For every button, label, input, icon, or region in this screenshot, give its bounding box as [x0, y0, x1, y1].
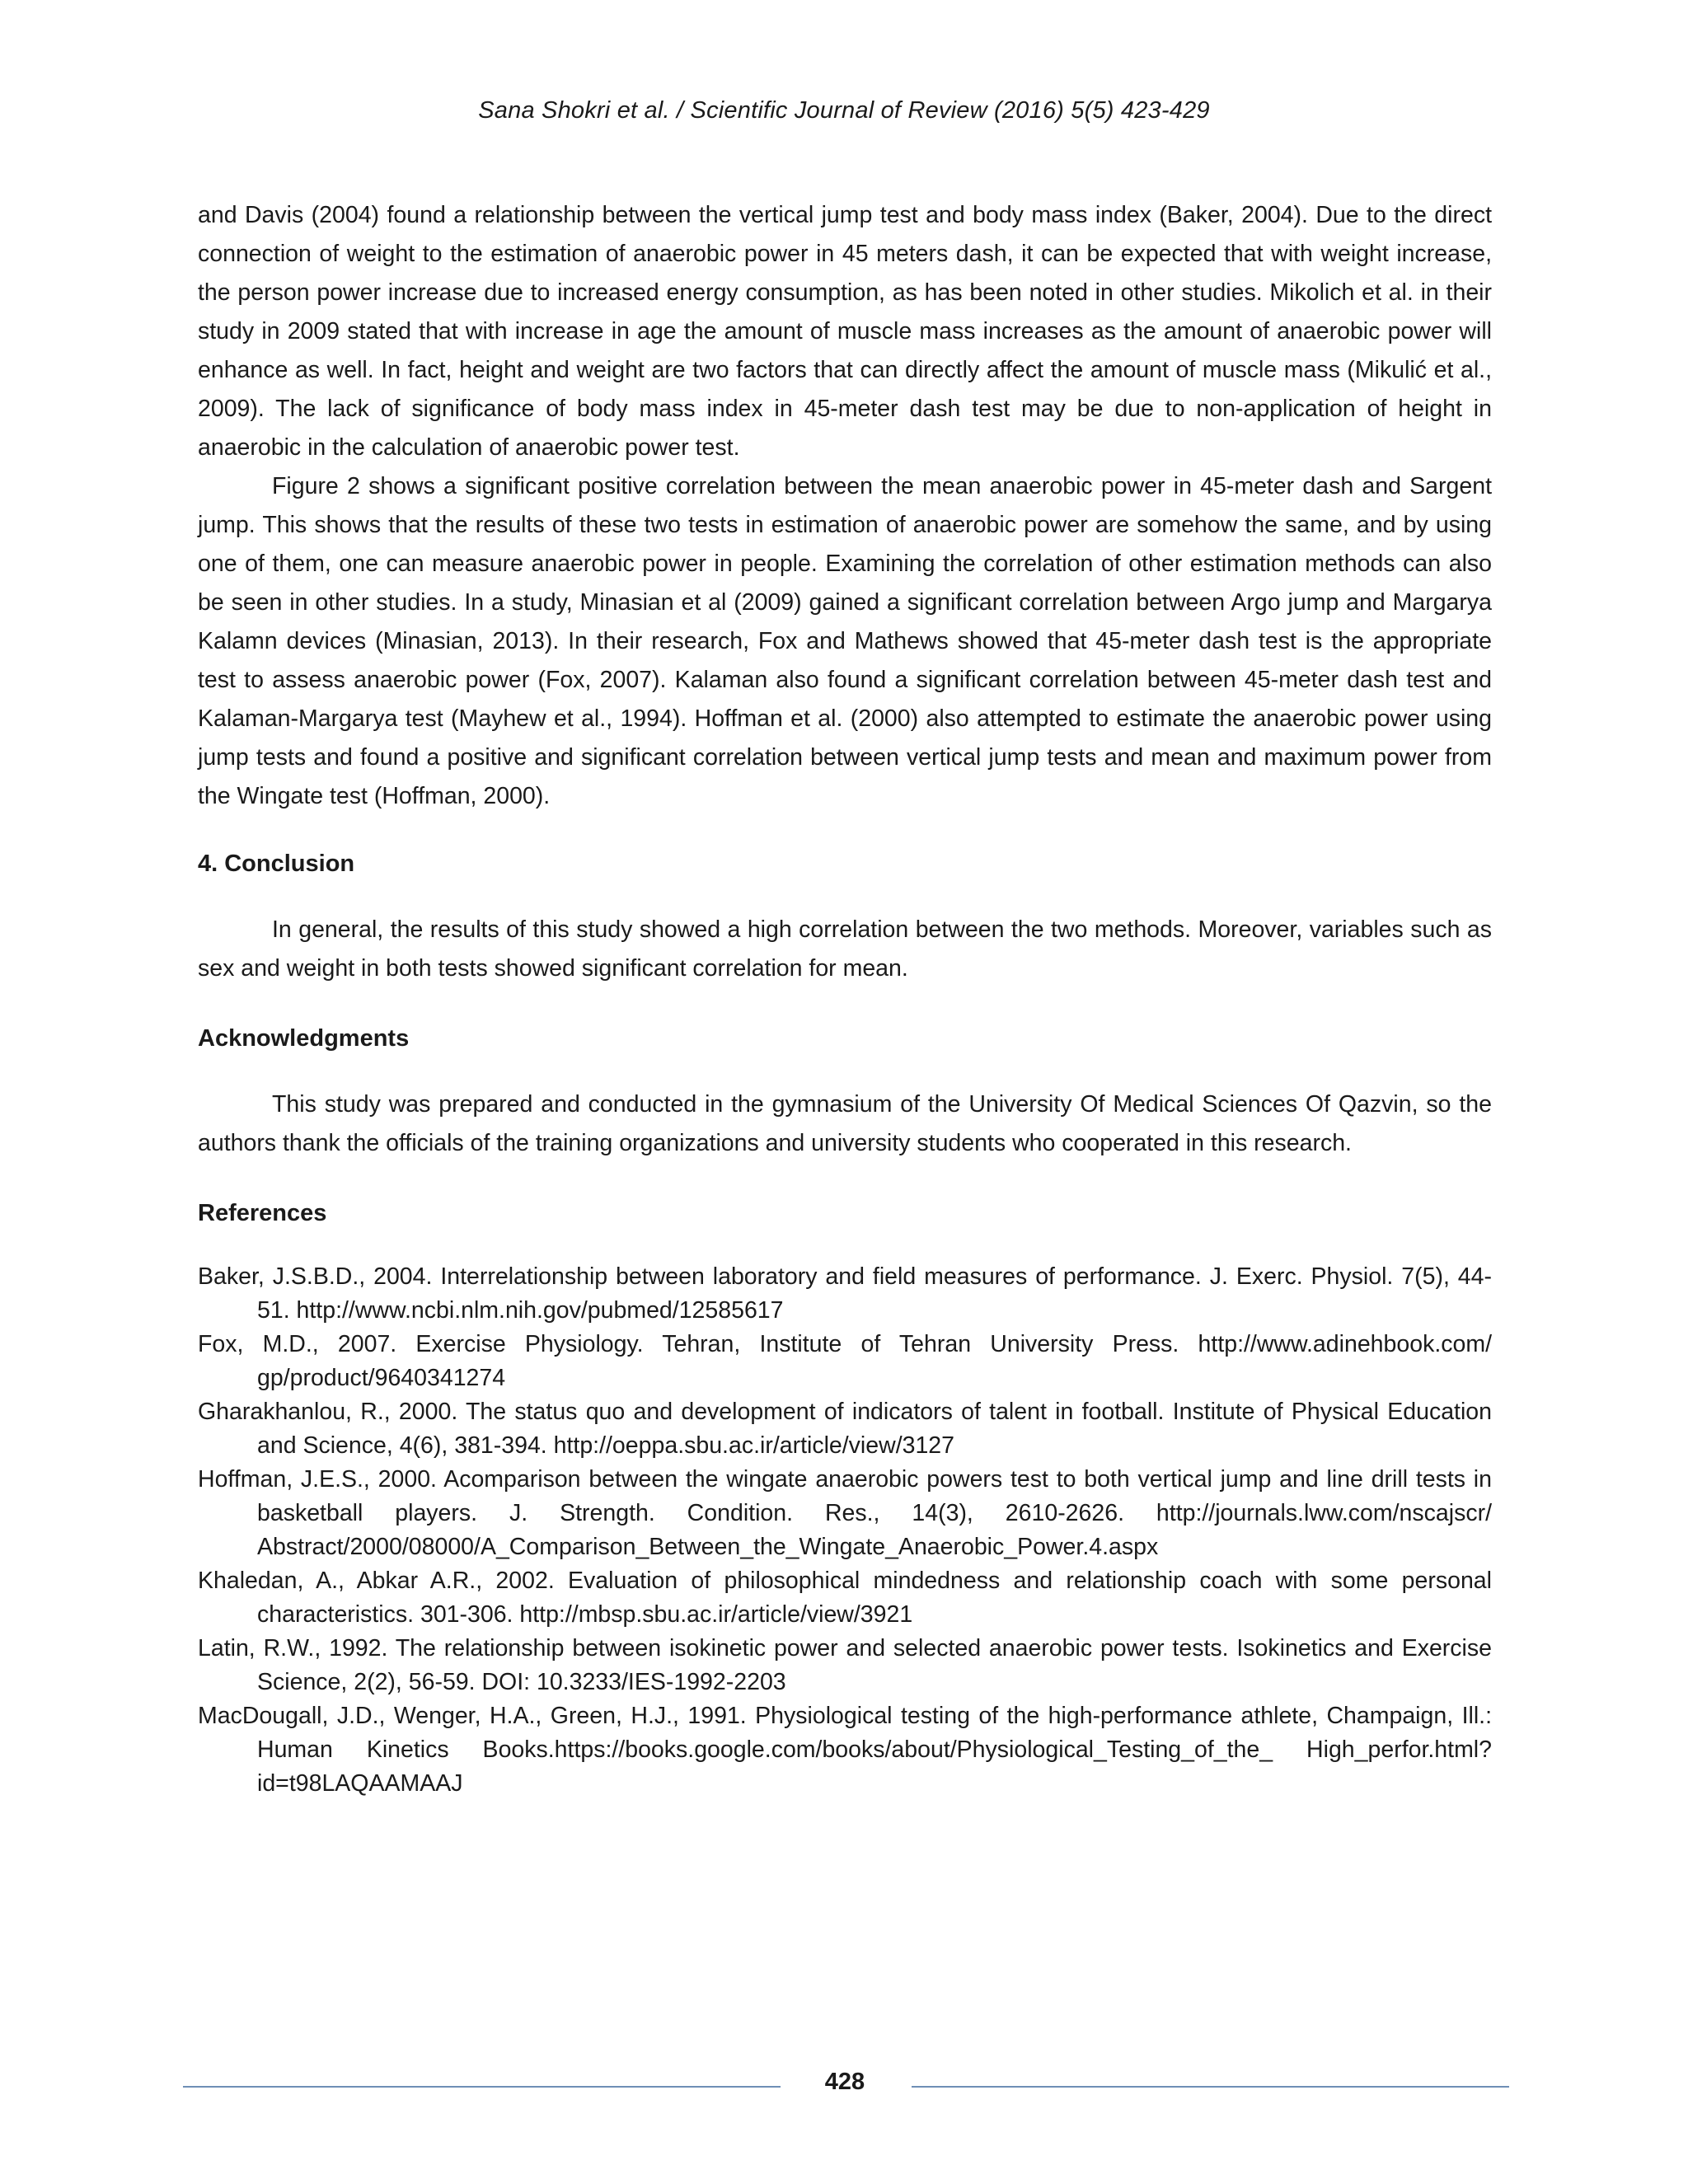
reference-item: Hoffman, J.E.S., 2000. Acomparison between the wingate anaerobic powers test to both vertical jump and line drill tests in basketball players. J. Strength. Condition. Res., 14(3), 2610-2626. http://journals.lww.com/nscajscr/ Abstract/2000/08000/A_Comparison_Between_the_Wingate_Anaerobic_Power.4.aspx — [198, 1466, 1492, 1560]
conclusion-heading: 4. Conclusion — [198, 851, 355, 877]
reference-item: Khaledan, A., Abkar A.R., 2002. Evaluation of philosophical mindedness and relationship coach with some personal characteristics. 301-306. http://mbsp.sbu.ac.ir/article/view/3921 — [198, 1568, 1492, 1628]
body-paragraph-2: Figure 2 shows a significant positive correlation between the mean anaerobic power in 45-meter dash and Sargent jump. This shows that the results of these two tests in estimation of anaerobic power are somehow the same, and by using one of them, one can measure anaerobic power in people. Examining the correlation of other estimation methods can also be seen in other studies. In a study, Minasian et al (2009) gained a significant correlation between Argo jump and Margarya Kalamn devices (Minasian, 2013). In their research, Fox and Mathews showed that 45-meter dash test is the appropriate test to assess anaerobic power (Fox, 2007). Kalaman also found a significant correlation between 45-meter dash test and Kalaman-Margarya test (Mayhew et al., 1994). Hoffman et al. (2000) also attempted to estimate the anaerobic power using jump tests and found a positive and significant correlation between vertical jump tests and mean and maximum power from the Wingate test (Hoffman, 2000). — [198, 473, 1492, 809]
running-head: Sana Shokri et al. / Scientific Journal of Review (2016) 5(5) 423-429 — [478, 97, 1210, 124]
page-footer — [0, 2069, 1688, 2102]
body-paragraph-1: and Davis (2004) found a relationship between the vertical jump test and body mass index (Baker, 2004). Due to the direct connection of weight to the estimation of anaerobic power in 45 meters dash, it can be expected that with weight increase, the person power increase due to increased energy consumption, as has been noted in other studies. Mikolich et al. in their study in 2009 stated that with increase in age the amount of muscle mass increases as the amount of anaerobic power will enhance as well. In fact, height and weight are two factors that can directly affect the amount of muscle mass (Mikulić et al., 2009). The lack of significance of body mass index in 45-meter dash test may be due to non-application of height in anaerobic in the calculation of anaerobic power test. — [198, 202, 1492, 461]
reference-item: Latin, R.W., 1992. The relationship between isokinetic power and selected anaerobic power tests. Isokinetics and Exercise Science, 2(2), 56-59. DOI: 10.3233/IES-1992-2203 — [198, 1635, 1492, 1695]
page-number: 428 — [824, 2069, 865, 2095]
reference-item: Gharakhanlou, R., 2000. The status quo and development of indicators of talent in football. Institute of Physical Education and Science, 4(6), 381-394. http://oeppa.sbu.ac.ir/article/view/3127 — [198, 1399, 1492, 1459]
acknowledgments-heading: Acknowledgments — [198, 1025, 410, 1052]
footer-rule-left — [183, 2086, 781, 2088]
reference-item: Baker, J.S.B.D., 2004. Interrelationship between laboratory and field measures of performance. J. Exerc. Physiol. 7(5), 44-51. http://www.ncbi.nlm.nih.gov/pubmed/12585617 — [198, 1263, 1492, 1324]
footer-rule-right — [912, 2086, 1509, 2088]
reference-list — [198, 1260, 1492, 1801]
acknowledgments-paragraph: This study was prepared and conducted in the gymnasium of the University Of Medical Sciences Of Qazvin, so the authors thank the officials of the training organizations and university students who cooperated in this research. — [198, 1091, 1492, 1156]
references-heading: References — [198, 1200, 327, 1226]
main-content — [198, 196, 1492, 1801]
conclusion-paragraph: In general, the results of this study showed a high correlation between the two methods. Moreover, variables such as sex and weight in both tests showed significant correlation for mean. — [198, 916, 1492, 982]
reference-item: MacDougall, J.D., Wenger, H.A., Green, H.J., 1991. Physiological testing of the high-performance athlete, Champaign, Ill.: Human Kinetics Books.https://books.google.com/books/about/Physiological_Testing_of_the_ High_perfor.html?id=t98LAQAAMAAJ — [198, 1703, 1492, 1797]
reference-item: Fox, M.D., 2007. Exercise Physiology. Tehran, Institute of Tehran University Press. http://www.adinehbook.com/ gp/product/9640341274 — [198, 1331, 1492, 1391]
